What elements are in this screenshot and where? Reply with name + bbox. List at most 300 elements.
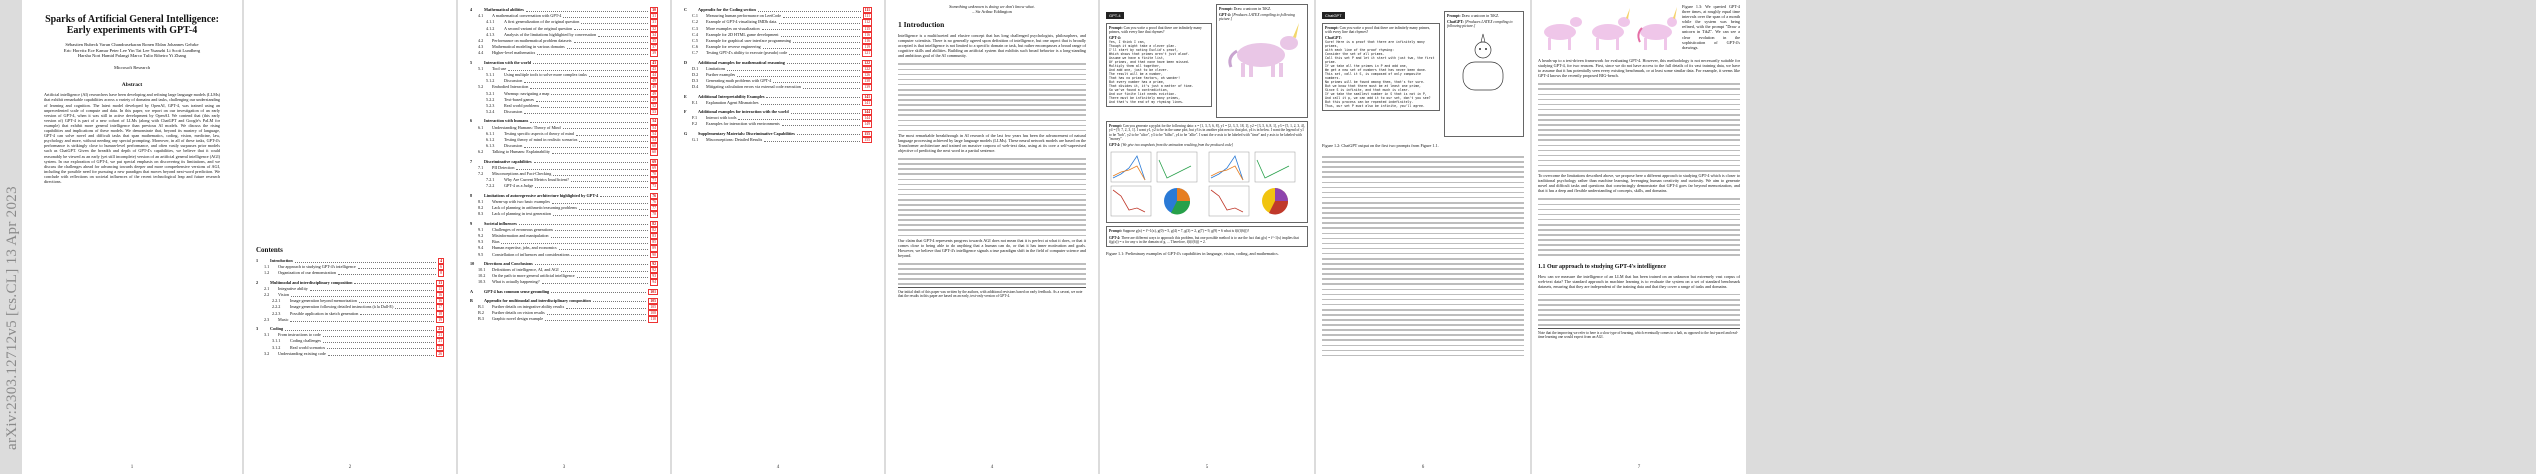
paragraph: The most remarkable breakthrough in AI research of the last few years has been the advancement of natural language processing achieved by large language models (LLMs). These neural network models are based on the Transformer architecture and trained on massive corpora of web-text data, using at its core a self-supervised objective of predicting the next word in a partial sentence. <box>898 132 1086 154</box>
toc-page-link[interactable]: 60 <box>652 150 656 155</box>
toc-entry-number: F <box>684 109 687 115</box>
plot-snapshot-2 <box>1207 150 1299 220</box>
toc-page-link[interactable]: 141 <box>864 100 870 105</box>
toc-entry-label: Text-based games <box>504 96 535 102</box>
toc-entry-label: Further examples <box>706 72 736 78</box>
toc-entry-label: Example for reverse engineering <box>706 44 761 50</box>
toc-entry-number: 8 <box>470 192 473 198</box>
toc-entry[interactable] <box>684 50 872 56</box>
toc-entry-label: Example for graphical user interface programming <box>706 38 791 44</box>
toc-leader <box>727 66 860 71</box>
toc-page-link[interactable]: 13 <box>438 280 442 285</box>
toc-entry-number: 8.2 <box>478 205 484 211</box>
toc-page-link[interactable]: 92 <box>652 261 656 266</box>
toc-leader <box>534 159 649 164</box>
text-lines <box>1538 81 1740 173</box>
toc-entry[interactable] <box>684 121 872 127</box>
text-lines <box>898 61 1086 132</box>
toc-page-link[interactable]: 53 <box>652 110 656 115</box>
toc-leader <box>533 60 648 65</box>
toc-entry-number: 10.1 <box>478 266 486 272</box>
toc-entry[interactable] <box>470 289 658 295</box>
toc-entry-label: Supplementary Materials: Discriminative Capabilities <box>698 130 795 136</box>
toc-entry-label: Mitigating calculation errors via external code execution <box>706 84 801 90</box>
toc-entry-number: 5.1.2 <box>486 78 495 84</box>
toc-page-link[interactable]: 119 <box>864 45 870 50</box>
toc-leader <box>542 279 649 284</box>
toc-entry-number: F.1 <box>692 115 698 121</box>
toc-leader <box>553 211 648 216</box>
toc-page-link[interactable]: 4 <box>440 259 442 263</box>
toc-leader <box>766 94 860 99</box>
toc-leader <box>779 19 860 24</box>
toc-entry-number: 4.3 <box>478 44 484 50</box>
toc-entry[interactable] <box>470 252 658 258</box>
page-8 <box>1532 0 1746 474</box>
toc-entry-label: Generating math problems with GPT-4 <box>706 78 772 84</box>
toc-leader <box>338 270 436 275</box>
toc-entry-number: 6.1.3 <box>486 143 495 149</box>
toc-entry-number: D.3 <box>692 78 699 84</box>
toc-entry[interactable] <box>684 137 872 143</box>
abstract-text: Artificial intelligence (AI) researchers have been developing and refining large language models (LLMs) that exhibit remarkable capabilities across a variety of domains and tasks, challenging our understanding of learning and cognition. The latest model developed by OpenAI, GPT-4, was trained using an unprecedented scale of compute and data. In this paper, we report on our investigation of an early version of GPT-4, when it was still in active development by OpenAI. We contend that (this early version of) GPT-4 is part of a new cohort of LLMs (along with ChatGPT and Google's PaLM for example) that exhibit more general intelligence than previous AI models. We discuss the rising capabilities and implications of these models. We demonstrate that, beyond its mastery of language, GPT-4 can solve novel and difficult tasks that span mathematics, coding, vision, medicine, law, psychology and more, without needing any special prompting. Moreover, in all of these tasks, GPT-4's performance is strikingly close to human-level performance, and often vastly surpasses prior models such as ChatGPT. Given the breadth and depth of GPT-4's capabilities, we believe that it could reasonably be viewed as an early (yet still incomplete) version of an artificial general intelligence (AGI) system. In our exploration of GPT-4, we put special emphasis on discovering its limitations, and we discuss the challenges ahead for advancing towards deeper and more comprehensive versions of AGI, including the possible need for pursuing a new paradigm that moves beyond next-word prediction. We conclude with reflections on societal influences of the recent technological leap and future research directions. <box>44 92 220 184</box>
toc-page-link[interactable]: 85 <box>652 240 656 245</box>
toc-entry-number: 4.1.3 <box>486 31 495 37</box>
toc-leader <box>327 345 434 350</box>
toc-page-link[interactable]: 149 <box>864 122 870 127</box>
text-lines <box>1322 154 1524 358</box>
toc-leader <box>524 78 648 83</box>
toc-entry-label: Discussion <box>504 109 523 115</box>
toc-entry[interactable] <box>470 211 658 217</box>
toc-entry[interactable] <box>256 270 444 276</box>
toc-entry-label: Bias <box>492 239 500 245</box>
toc-leader <box>551 233 649 238</box>
toc-page-link[interactable]: 122 <box>864 60 870 65</box>
toc-entry-number: 6 <box>470 118 473 124</box>
toc-entry-label: Testing specific aspects of theory of mind <box>504 130 574 136</box>
toc-entry-number: 4.1.1 <box>486 19 495 25</box>
toc-page-link[interactable]: 73 <box>652 184 656 189</box>
toc-entry-number: 7.2.1 <box>486 177 495 183</box>
toc-entry-label: Understanding existing code <box>278 350 326 356</box>
toc-page-link[interactable]: 21 <box>438 333 442 338</box>
toc-entry-label: Warmup: navigating a map <box>504 90 550 96</box>
toc-entry[interactable] <box>470 279 658 285</box>
toc-entry-label: Real world scenarios <box>290 344 326 350</box>
toc-page-link[interactable]: 49 <box>652 97 656 102</box>
toc-entry-label: Understanding Humans: Theory of Mind <box>492 124 561 130</box>
toc-entry-number: 7.2.2 <box>486 183 495 189</box>
toc-entry-label: Measuring human performance on LeetCode <box>706 13 782 19</box>
epigraph: Something unknown is doing we don't know what. <box>949 4 1035 9</box>
toc-entry-number: 3.2 <box>264 350 270 356</box>
toc-page-link[interactable]: 93 <box>652 274 656 279</box>
toc-entry-label: More examples on visualization <box>706 25 760 31</box>
page-number: 2 <box>348 465 352 470</box>
toc-page-link[interactable]: 70 <box>652 172 656 177</box>
toc-page-link[interactable]: 77 <box>652 206 656 211</box>
toc-entry-number: 4.2 <box>478 38 484 44</box>
toc-leader <box>738 115 860 120</box>
toc-entry-label: Interaction with humans <box>484 118 529 124</box>
toc-entry-number: F.2 <box>692 121 698 127</box>
toc-entry-label: Integrative ability <box>278 285 308 291</box>
toc-page-link[interactable]: 90 <box>652 252 656 257</box>
toc-entry-number: 2.2.2 <box>272 304 281 310</box>
toc-page-link[interactable]: 54 <box>652 138 656 143</box>
unicorn-drawing <box>1447 28 1519 108</box>
toc-entry-label: Interact with tools <box>706 115 737 121</box>
toc-leader <box>559 245 649 250</box>
toc-page-link[interactable]: 108 <box>650 311 656 316</box>
toc-entry-label: Societal influences <box>484 220 517 226</box>
toc-entry-number: C.5 <box>692 38 698 44</box>
toc-entry-label: Examples for interaction with environments <box>706 121 780 127</box>
toc-leader <box>552 149 648 154</box>
toc-page-link[interactable]: 105 <box>650 304 656 309</box>
toc-entry-number: 5 <box>470 59 473 65</box>
toc-page-link[interactable]: 35 <box>652 39 656 44</box>
toc-page-link[interactable]: 71 <box>652 178 656 183</box>
toc-entry-number: 6.2 <box>478 149 484 155</box>
toc-page-link[interactable]: 155 <box>864 131 870 136</box>
page-7 <box>1316 0 1530 474</box>
toc-page-link[interactable]: 60 <box>652 144 656 149</box>
toc-page-link[interactable]: 111 <box>864 14 870 19</box>
toc-page-link[interactable]: 54 <box>652 119 656 124</box>
poem-line: Sure! Here is a proof that there are infinitely many primes, <box>1325 40 1425 48</box>
toc-entry-number: E <box>684 93 687 99</box>
toc-page-link[interactable]: 122 <box>864 66 870 71</box>
toc-entry-number: 2.2.1 <box>272 298 281 304</box>
toc-leader <box>310 286 434 291</box>
toc-page-link[interactable]: 76 <box>652 193 656 198</box>
poem-line: Call this set P and let it start with just two, the first prime. <box>1325 56 1435 64</box>
toc-leader <box>328 351 434 356</box>
toc-leader <box>577 273 649 278</box>
toc-entry-number: 10.3 <box>478 279 486 285</box>
toc-leader <box>783 13 860 18</box>
toc-leader <box>536 97 648 102</box>
toc-entry-number: 5.2.1 <box>486 90 495 96</box>
toc-page-link[interactable]: 49 <box>652 79 656 84</box>
toc-page-link[interactable]: 141 <box>864 94 870 99</box>
toc-entry-number: G <box>684 130 688 136</box>
toc-page-link[interactable]: 30 <box>652 8 656 12</box>
toc-leader <box>789 50 860 55</box>
toc-entry[interactable] <box>256 351 444 357</box>
toc-leader <box>295 258 436 263</box>
toc-page-link[interactable]: 39 <box>652 51 656 56</box>
toc-entry-number: 7 <box>470 158 473 164</box>
toc-leader <box>524 143 648 148</box>
unicorn-drawing <box>1219 21 1303 81</box>
figure-caption: Figure 1.1: Preliminary examples of GPT-4's capabilities in language, vision, coding, and mathematics. <box>1106 251 1279 257</box>
toc-leader <box>285 326 434 331</box>
poem-line: Thus, our set P must also be infinite, you'll agree. <box>1325 104 1425 108</box>
toc-entry-number: 1.1 <box>264 264 270 270</box>
poem-line: We get a new set of numbers that has never been done. <box>1325 68 1427 72</box>
toc-leader <box>593 298 646 303</box>
toc-entry-label: Graphic novel design example <box>492 316 544 322</box>
toc-page-link[interactable]: 94 <box>652 280 656 285</box>
toc-leader <box>571 177 648 182</box>
footnote: Note that the improving we refer to here is a slow type of learning, which eventually comes to a halt, as opposed to the fast-paced and real-time learning one would expect from an AGI. <box>1538 328 1740 340</box>
toc-page-link[interactable]: 69 <box>652 159 656 164</box>
toc-entry-label: Additional examples for interaction with the world <box>698 109 789 115</box>
toc-entry-number: 9.2 <box>478 232 484 238</box>
toc-entry-number: 3.1.1 <box>272 338 281 344</box>
toc-page-link[interactable]: 21 <box>438 339 442 344</box>
toc-page-link[interactable]: 37 <box>652 45 656 50</box>
toc-entry-number: G.1 <box>692 136 699 142</box>
toc-leader <box>787 60 860 65</box>
poem-line: So we've found a contradiction, <box>1109 88 1169 92</box>
toc-leader <box>579 205 648 210</box>
toc-entry-label: Challenges of erroneous generations <box>492 226 554 232</box>
toc-entry-label: Appendix for the Coding section <box>698 7 756 12</box>
page-4 <box>672 0 884 474</box>
page-number: 4 <box>776 465 780 470</box>
toc-leader <box>551 91 648 96</box>
toc-entry-label: Coding challenges <box>290 338 322 344</box>
affiliation: Microsoft Research <box>113 64 151 70</box>
page-3 <box>458 0 670 474</box>
toc-entry-number: A <box>470 288 474 294</box>
toc-page-link[interactable]: 43 <box>652 60 656 65</box>
poem-line: Which shows that primes aren't just aloof. <box>1109 52 1190 56</box>
toc-entry-label: Image generation following detailed instructions (à la Dall-E) <box>290 304 394 310</box>
toc-entry-label: Interaction with the world <box>484 59 532 65</box>
toc-entry-number: 5.2 <box>478 84 484 90</box>
poem-line: But this process can be repeated indefinitely. <box>1325 100 1414 104</box>
toc-page-link[interactable]: 82 <box>652 227 656 232</box>
toc-entry-label: Lack of planning in arithmetic/reasoning problems <box>492 205 578 211</box>
toc-leader <box>360 311 434 316</box>
poem-line: with each line of the proof rhyming: <box>1325 48 1395 52</box>
toc-entry-number: 3.1.2 <box>272 344 281 350</box>
paragraph: A heads-up to a test-driven framework for evaluating GPT-4. However, this methodology is not necessarily suitable for studying GPT-4, for two reasons. First, since we do not have access to the full details of its vast training data, we have to assume that it has potentially seen every existing benchmark, or at least some similar data. For example, it seems like GPT-4 knows the recently proposed BIG-bench. <box>1538 58 1740 79</box>
toc-entry-number: 9.5 <box>478 251 484 257</box>
toc-page-link[interactable]: 49 <box>652 91 656 96</box>
toc-page-link[interactable]: 31 <box>652 20 656 25</box>
toc-page-link[interactable]: 13 <box>438 286 442 291</box>
toc-page-link[interactable]: 16 <box>438 299 442 304</box>
arxiv-stamp: arXiv:2303.12712v5 [cs.CL] 13 Apr 2023 <box>4 186 20 450</box>
toc-page-link[interactable]: 138 <box>864 79 870 84</box>
toc-page-link[interactable]: 83 <box>652 233 656 238</box>
toc-entry-label: Explanation Agent Mismatches <box>706 99 759 105</box>
toc-page-link[interactable]: 21 <box>438 327 442 332</box>
toc-page-link[interactable]: 19 <box>438 317 442 322</box>
toc-entry-number: 6.1.2 <box>486 137 495 143</box>
toc-leader <box>547 310 646 315</box>
toc-entry[interactable] <box>256 317 444 323</box>
toc-page-link[interactable]: 52 <box>652 104 656 109</box>
toc-list <box>470 7 658 323</box>
poem-line: But we know that there must be at least one prime, <box>1325 84 1421 88</box>
toc-entry-label: Example of GPT-4 visualizing IMDb data. <box>706 19 778 25</box>
toc-page-link[interactable]: 76 <box>652 199 656 204</box>
toc-page-link[interactable]: 32 <box>652 26 656 31</box>
toc-entry-number: 2.1 <box>264 285 270 291</box>
toc-page-link[interactable]: 18 <box>438 311 442 316</box>
toc-page-link[interactable]: 155 <box>864 137 870 142</box>
toc-page-link[interactable]: 105 <box>650 298 656 303</box>
toc-entry-number: 8.3 <box>478 211 484 217</box>
toc-entry-number: 10 <box>470 260 475 266</box>
toc-page-link[interactable]: 89 <box>652 246 656 251</box>
toc-entry-number: B <box>470 297 473 303</box>
toc-page-link[interactable]: 110 <box>650 317 656 322</box>
toc-entry-number: C.6 <box>692 44 698 50</box>
toc-leader <box>576 131 648 136</box>
toc-entry-label: Possible application in sketch generation <box>290 310 359 316</box>
page-5 <box>886 0 1098 474</box>
toc-entry-label: Further details on vision results <box>492 310 545 316</box>
toc-entry-label: Tool use <box>492 65 507 71</box>
toc-entry[interactable] <box>470 50 658 56</box>
toc-entry[interactable] <box>470 316 658 322</box>
toc-page-link[interactable]: 49 <box>652 85 656 90</box>
toc-page-link[interactable]: 43 <box>652 66 656 71</box>
toc-page-link[interactable]: 31 <box>652 14 656 19</box>
page-2 <box>244 0 456 474</box>
toc-entry-label: Testing theory of mind in realistic scenarios <box>504 137 578 143</box>
toc-page-link[interactable]: 144 <box>864 110 870 115</box>
toc-page-link[interactable]: 69 <box>652 165 656 170</box>
toc-entry-number: 4.1.2 <box>486 25 495 31</box>
paragraph: Intelligence is a multifaceted and elusive concept that has long challenged psychologists, philosophers, and computer scientists. There is no generally agreed upon definition of intelligence, but one aspect that is broadly accepted is that intelligence is not limited to a specific domain or task, but rather encompasses a broad range of cognitive skills and abilities. Building an artificial system that exhibits such broad behavior is a long-standing and ambitious goal of the AI community. <box>898 33 1086 59</box>
toc-list <box>684 7 872 143</box>
text-lines <box>1538 196 1740 257</box>
toc-entry-label: Analysis of the limitations highlighted by conversation <box>504 31 597 37</box>
toc-leader <box>781 32 861 37</box>
toc-leader <box>552 199 648 204</box>
toc-entry-label: Misconceptions and Fact-Checking <box>492 171 552 177</box>
toc-leader <box>537 50 648 55</box>
toc-entry-number: 2 <box>256 279 259 285</box>
toc-page-link[interactable]: 112 <box>864 20 870 25</box>
toc-page-link[interactable]: 121 <box>864 51 870 56</box>
toc-page-link[interactable]: 111 <box>864 8 870 12</box>
toc-entry-label: Talking to Humans: Explainability <box>492 149 550 155</box>
toc-leader <box>555 227 648 232</box>
toc-entry-number: D <box>684 59 688 65</box>
toc-entry-label: A first generalization of the original question <box>504 19 580 25</box>
poem-line: And call it p, we can add it to our set, don't you see? <box>1325 96 1431 100</box>
toc-page-link[interactable]: 78 <box>652 212 656 217</box>
poem-line: Of primes, and that none have been missed. <box>1109 60 1190 64</box>
toc-entry-label: On the path to more general artificial intelligence <box>492 273 575 279</box>
toc-leader <box>551 289 646 294</box>
poem-line: Assume we have a finite list, <box>1109 56 1165 60</box>
toc-entry-number: D.4 <box>692 84 699 90</box>
toc-entry[interactable] <box>470 183 658 189</box>
toc-page-link[interactable]: 116 <box>864 39 870 44</box>
toc-entry-number: 9.3 <box>478 239 484 245</box>
toc-entry-label: Mathematical abilities <box>484 7 524 12</box>
toc-entry-label: Misinformation and manipulation <box>492 232 549 238</box>
toc-page-link[interactable]: 115 <box>864 26 870 31</box>
toc-leader <box>359 298 434 303</box>
toc-entry-number: C.2 <box>692 19 698 25</box>
toc-leader <box>530 118 648 123</box>
toc-page-link[interactable]: 101 <box>650 289 656 294</box>
toc-page-link[interactable]: 82 <box>652 221 656 226</box>
toc-page-link[interactable]: 126 <box>864 73 870 78</box>
abstract-heading: Abstract <box>121 82 143 89</box>
prompt-box: Prompt: Can you write a proof that there are infinitely many primes, with every line that rhymes? ChatGPT: Sure! Here is a proof that there are infinitely many primes, with each line of the proof rhyming: Consider the set of all primes. Call this set P and let it start with just two, the first prime. If we take all the primes in P and add one, We get a new set of numbers that has never been done. This set, call it S, is composed of only composite numbers. No primes will be found among them, that's for sure. But we know that there must be at least one prime, Since S is infinite, and that much is clear. If we take the smallest number in S that is not in P, And call it p, we can add it to our set, don't you see? But this process can be repeated indefinitely. Thus, our set P must also be infinite, you'll agree. <box>1322 23 1440 111</box>
poem-line: That has no prime factors, oh wonder! <box>1109 76 1181 80</box>
toc-page-link[interactable]: 144 <box>864 116 870 121</box>
poem-line: That divides it, it's just a matter of time. <box>1109 84 1194 88</box>
toc-page-link[interactable]: 22 <box>438 345 442 350</box>
toc-page-link[interactable]: 34 <box>652 32 656 37</box>
toc-page-link[interactable]: 54 <box>652 125 656 130</box>
toc-leader <box>598 32 648 37</box>
toc-page-link[interactable]: 6 <box>440 265 442 270</box>
page-number: 7 <box>1637 465 1641 470</box>
section-heading: 1 Introduction <box>898 20 945 29</box>
page-1 <box>22 0 242 474</box>
toc-leader <box>561 267 649 272</box>
tikz-box: Prompt: Draw a unicorn in TiKZ. ChatGPT: [Produces LATEX compiling to following picture.] <box>1444 11 1524 137</box>
toc-page-link[interactable]: 44 <box>652 73 656 78</box>
toc-entry[interactable] <box>684 84 872 90</box>
toc-page-link[interactable]: 26 <box>438 351 442 356</box>
toc-leader <box>773 78 860 83</box>
toc-leader <box>782 121 861 126</box>
toc-leader <box>524 109 648 114</box>
toc-page-link[interactable]: 17 <box>438 305 442 310</box>
toc-entry-label: Further details on integrative ability results <box>492 303 565 309</box>
figure-caption: Figure 1.2: ChatGPT output on the first two prompts from Figure 1.1. <box>1322 143 1439 148</box>
toc-entry-number: C <box>684 7 688 12</box>
toc-page-link[interactable]: 139 <box>864 85 870 90</box>
toc-page-link[interactable]: 54 <box>652 131 656 136</box>
toc-entry-number: C.3 <box>692 25 698 31</box>
poem-line: If we take all the primes in P and add one, <box>1325 64 1408 68</box>
toc-list <box>256 258 444 357</box>
toc-entry-label: Multimodal and interdisciplinary composition <box>270 279 353 285</box>
toc-entry-number: 4.4 <box>478 50 484 56</box>
toc-page-link[interactable]: 16 <box>438 293 442 298</box>
toc-page-link[interactable]: 8 <box>440 271 442 276</box>
toc-entry-label: From instructions to code <box>278 332 321 338</box>
toc-page-link[interactable]: 92 <box>652 267 656 272</box>
toc-entry[interactable] <box>684 100 872 106</box>
toc-entry-label: Warm-up with two basic examples <box>492 198 551 204</box>
toc-page-link[interactable]: 116 <box>864 32 870 37</box>
toc-entry-number: B.1 <box>478 303 484 309</box>
paragraph: How can we measure the intelligence of an LLM that has been trained on an unknown but extremely vast corpus of web-text data? The standard approach in machine learning is to evaluate the system on a set of standard benchmark datasets, ensuring that they are independent of the training data and that they cover a range of tasks and domains. <box>1538 273 1740 289</box>
toc-entry-label: Discussion <box>504 78 523 84</box>
plot-prompt-box: Prompt: Can you generate a pyplot for the following data: x = [1, 3, 5, 6, 8], y1 = [2, 3, 5, 18, 1], y2 = [3, 5, 6, 8, 1], y3 = [5, 1, 2, 3, 4], y4 = [9, 7, 2, 3, 1]. I want y1, y2 to be in the same plot, but y3 is in another plot next to that plot, y4 is in below. I want the legend of y1 to be "bob", y2 to be "alice", y3 to be "bilbo", y4 to be "allie". I want the x-axis to be labeled with "time" and y axis to be labeled with "money". GPT-4: [We give two snapshots from the animation resulting from the produced code] <box>1106 121 1308 223</box>
toc-entry-number: 7.2 <box>478 171 484 177</box>
toc-leader <box>526 7 648 12</box>
epigraph-author: – Sir Arthur Eddington <box>972 9 1012 14</box>
poem-line: And our finite list needs eviction. <box>1109 92 1177 96</box>
toc-entry[interactable] <box>470 149 658 155</box>
toc-entry[interactable] <box>470 109 658 115</box>
text-lines <box>898 261 1086 286</box>
toc-leader <box>530 84 648 89</box>
text-lines <box>1538 292 1740 328</box>
toc-leader <box>563 125 649 130</box>
paragraph: To overcome the limitations described above, we propose here a different approach to studying GPT-4 which is closer to traditional psychology rather than machine learning, leveraging human creativity and curiosity. We aim to generate novel and difficult tasks and questions that convincingly demonstrate that GPT-4 goes far beyond memorization, and that it has a deep and flexible understanding of concepts, skills, and domains. <box>1538 173 1740 194</box>
